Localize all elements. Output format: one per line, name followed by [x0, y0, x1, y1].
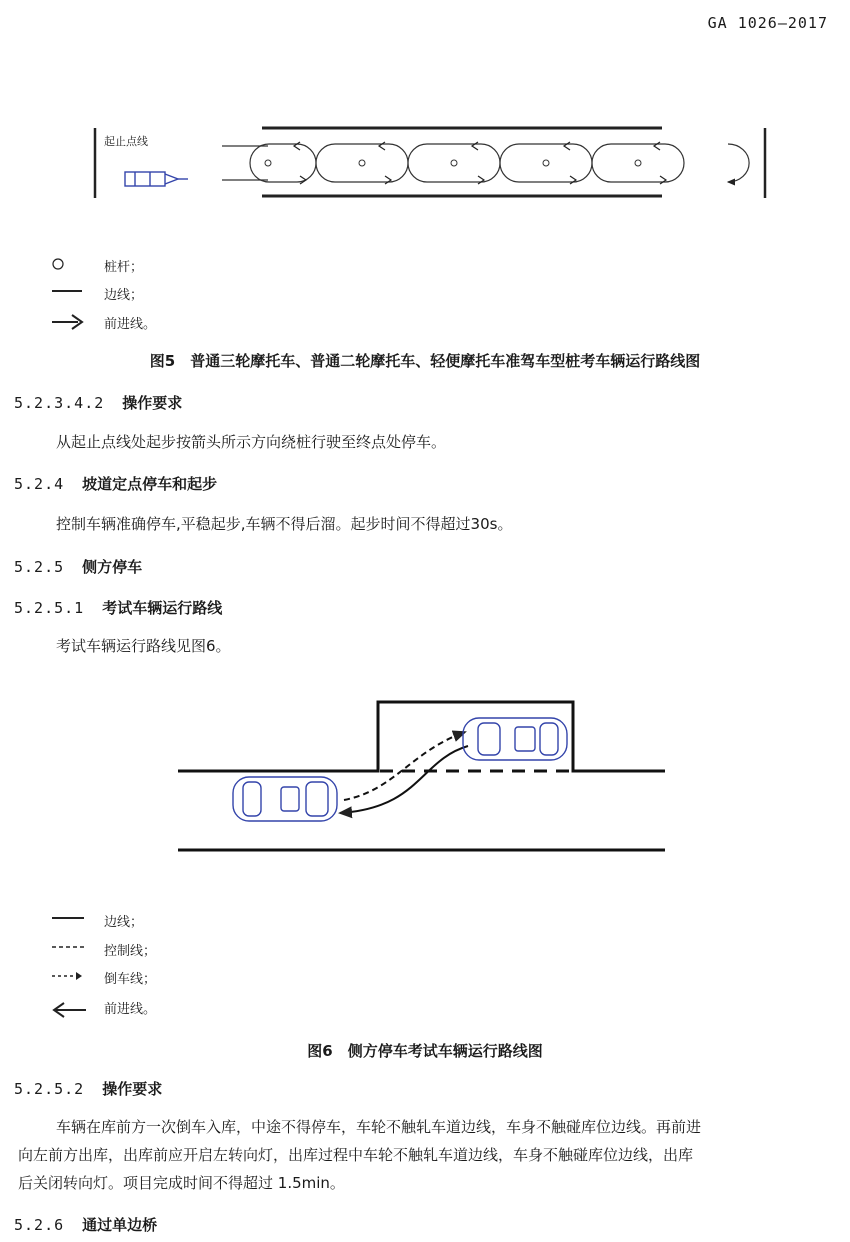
- standard-number: GA 1026—2017: [707, 14, 828, 32]
- section-heading-524: 5.2.4 坡道定点停车和起步: [14, 475, 218, 493]
- direction-arrows: [294, 142, 666, 184]
- section-heading-526: 5.2.6 通过单边桥: [14, 1216, 158, 1234]
- car-parked-icon: [463, 718, 567, 760]
- pole-markers: [265, 160, 641, 166]
- figure5-legend-symbols: [50, 255, 90, 335]
- section-heading-52342: 5.2.3.4.2 操作要求: [14, 394, 183, 412]
- paragraph: 从起止点线处起步按箭头所示方向绕桩行驶至终点处停车。: [56, 433, 447, 451]
- paragraph: 控制车辆准确停车,平稳起步,车辆不得后溜。起步时间不得超过30s。: [56, 515, 513, 533]
- paragraph-line: 向左前方出库，出库前应开启左转向灯，出库过程中车轮不触轧车道边线，车身不触碰库位边线，出库: [18, 1146, 694, 1164]
- legend-boundary: 边线；: [104, 288, 144, 303]
- legend-pole: 桩杆；: [104, 260, 144, 275]
- pole-legend-icon: [53, 259, 63, 269]
- figure5-diagram: [0, 110, 850, 220]
- section-heading-5251: 5.2.5.1 考试车辆运行路线: [14, 599, 223, 617]
- route-lines: [250, 144, 749, 182]
- paragraph: 考试车辆运行路线见图6。: [56, 637, 231, 655]
- paragraph-line: 车辆在库前方一次倒车入库，中途不得停车，车轮不触轧车道边线，车身不触碰库位边线。再前进: [56, 1118, 702, 1136]
- motorcycle-icon: [125, 172, 188, 186]
- legend-forward-line: 前进线。: [104, 1002, 157, 1017]
- forward-path: [340, 746, 468, 813]
- garage-boundary-line: [178, 702, 665, 771]
- car-start-icon: [233, 777, 337, 821]
- section-heading-5252: 5.2.5.2 操作要求: [14, 1080, 163, 1098]
- figure6-diagram: [0, 690, 850, 870]
- figure6-legend-symbols: [50, 910, 92, 1020]
- figure5-caption: 图5 普通三轮摩托车、普通二轮摩托车、轻便摩托车准驾车型桩考车辆运行路线图: [149, 352, 701, 370]
- start-line-label: 起止点线: [104, 135, 148, 148]
- reverse-path: [344, 732, 465, 800]
- figure6-caption: 图6 侧方停车考试车辆运行路线图: [307, 1042, 543, 1060]
- section-heading-525: 5.2.5 侧方停车: [14, 558, 143, 576]
- reverse-arrow-icon: [76, 972, 82, 980]
- legend-reverse-line: 倒车线；: [104, 972, 157, 987]
- legend-forward: 前进线。: [104, 317, 157, 332]
- legend-control-line: 控制线；: [104, 944, 157, 959]
- paragraph-line: 后关闭转向灯。项目完成时间不得超过 1.5min。: [18, 1174, 345, 1192]
- legend-boundary-line: 边线；: [104, 915, 144, 930]
